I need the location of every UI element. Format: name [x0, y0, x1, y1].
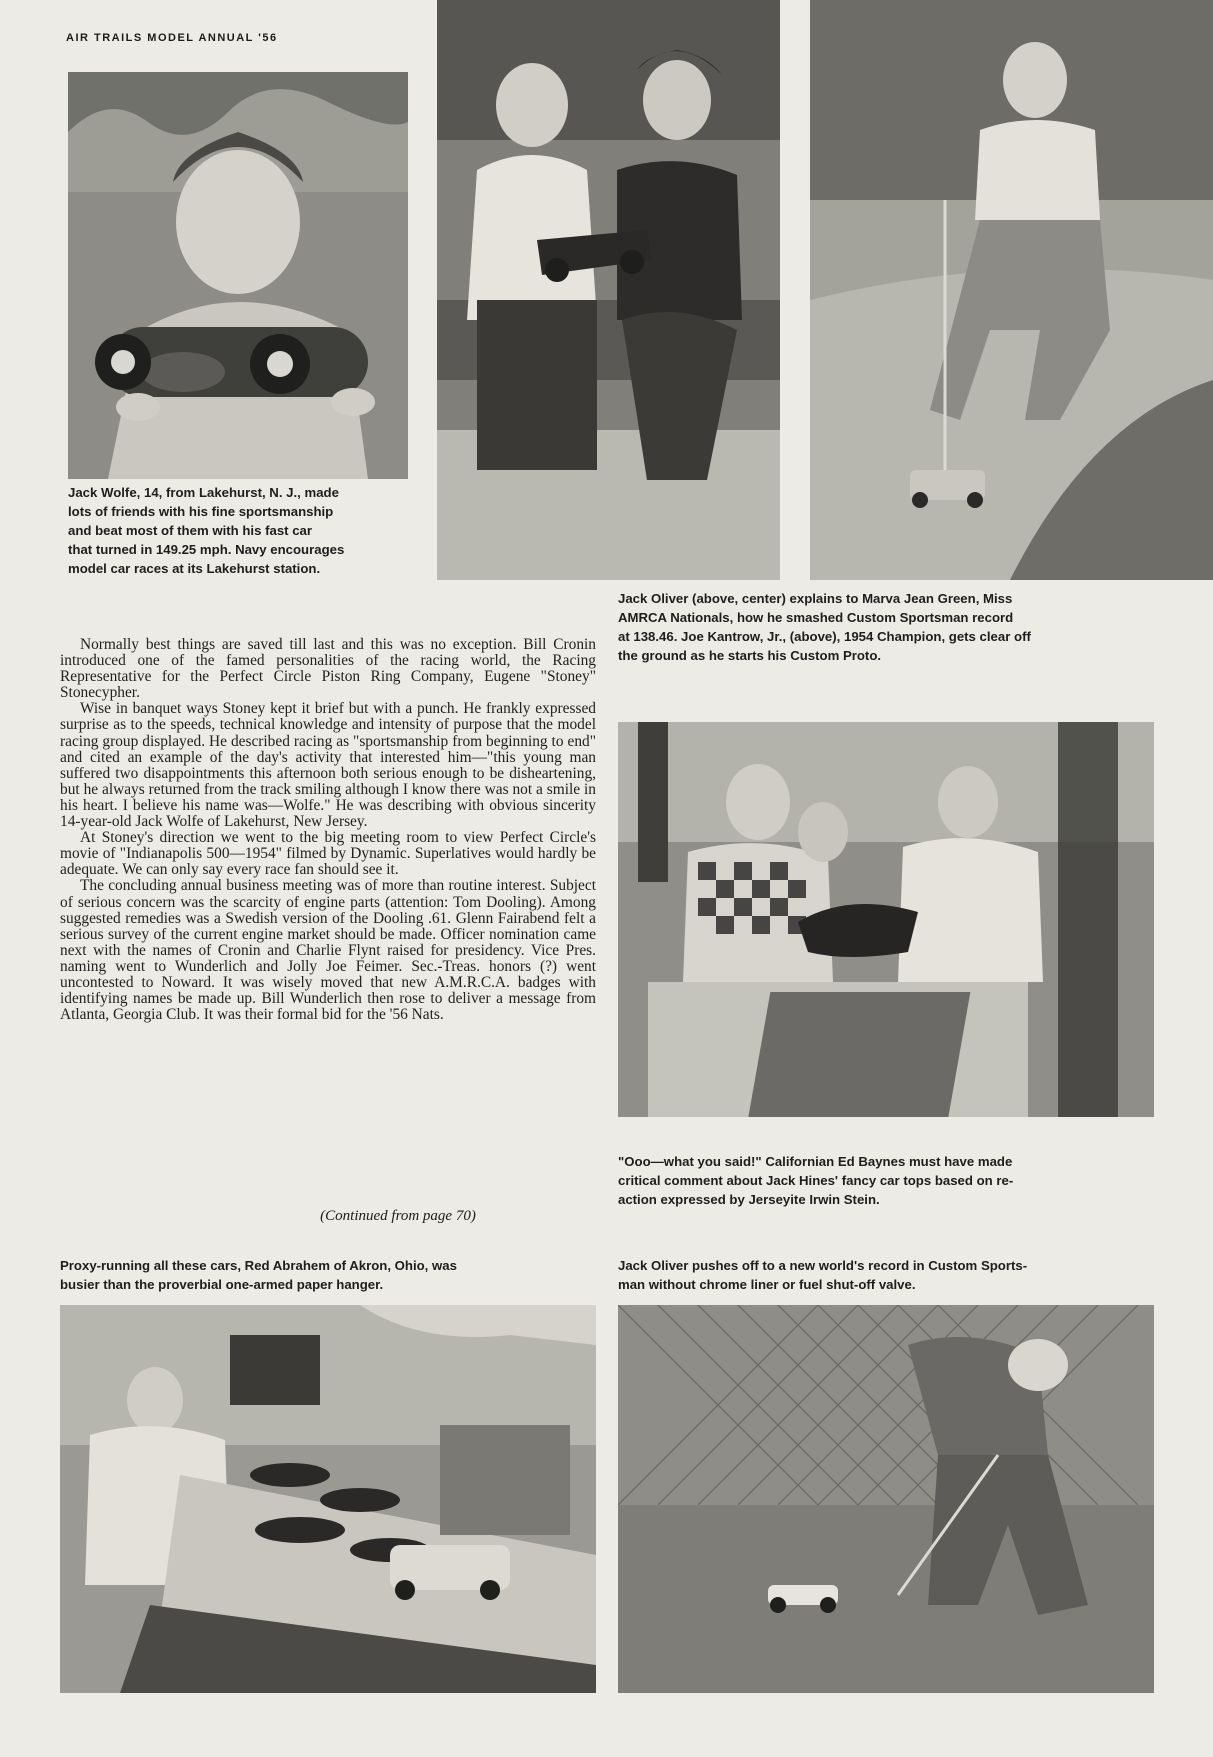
caption-line: critical comment about Jack Hines' fancy car tops based on re-	[618, 1173, 1014, 1188]
photo-push-off	[618, 1305, 1154, 1693]
caption-line: action expressed by Jerseyite Irwin Stein.	[618, 1192, 880, 1207]
article-paragraph: The concluding annual business meeting was of more than routine interest. Subject of serious concern was the scarcity of engine parts (attention: Tom Dooling). Among suggested remedies was a Swedish version of the Dooling .61. Glenn Fairabend felt a serious survey of the current engine market should be made. Officer nomination came next with the names of Cronin and Charlie Flynt raised for presidency. Vice Pres. naming went to Wunderlich and Jolly Joe Feimer. Sec.-Treas. honors (?) went uncontested to Noward. It was wisely moved that new A.M.R.C.A. badges with identifying names be made up. Bill Wunderlich then rose to deliver a message from Atlanta, Georgia Club. It was their formal bid for the '56 Nats.	[60, 877, 596, 1024]
photo-boy-with-car	[68, 72, 408, 479]
caption-line: model car races at its Lakehurst station.	[68, 561, 321, 576]
caption-line: "Ooo—what you said!" Californian Ed Baynes must have made	[618, 1154, 1013, 1169]
caption-line: that turned in 149.25 mph. Navy encourages	[68, 542, 345, 557]
photo-group-table	[618, 722, 1154, 1117]
photo-man-running-illustration	[810, 0, 1213, 580]
caption-line: AMRCA Nationals, how he smashed Custom Sportsman record	[618, 610, 1014, 625]
caption-line: at 138.46. Joe Kantrow, Jr., (above), 1954 Champion, gets clear off	[618, 629, 1031, 644]
photo-man-running	[810, 0, 1213, 580]
caption-proxy	[60, 1256, 605, 1294]
caption-line: man without chrome liner or fuel shut-off valve.	[618, 1277, 916, 1292]
caption-line: the ground as he starts his Custom Proto.	[618, 648, 882, 663]
photo-couple-bench	[437, 0, 780, 580]
caption-line: Proxy-running all these cars, Red Abrahem of Akron, Ohio, was	[60, 1258, 457, 1273]
photo-couple-bench-illustration	[437, 0, 780, 580]
photo-proxy-table	[60, 1305, 596, 1693]
caption-line: Jack Wolfe, 14, from Lakehurst, N. J., made	[68, 485, 339, 500]
caption-line: lots of friends with his fine sportsmanship	[68, 504, 334, 519]
running-header: AIR TRAILS MODEL ANNUAL '56	[66, 32, 278, 44]
caption-line: busier than the proverbial one-armed paper hanger.	[60, 1277, 384, 1292]
caption-jack-wolfe	[68, 483, 413, 578]
article-paragraph: At Stoney's direction we went to the big meeting room to view Perfect Circle's movie of "Indianapolis 500—1954" filmed by Dynamic. Superlatives would hardly be adequate. We can only say every race fan should see it.	[60, 829, 596, 879]
photo-push-off-illustration	[618, 1305, 1154, 1693]
photo-group-table-illustration	[618, 722, 1154, 1117]
article-paragraph: Normally best things are saved till last and this was no exception. Bill Cronin introduced one of the famed personalities of the racing world, the Racing Representative for the Perfect Circle Piston Ring Company, Eugene "Stoney" Stonecypher.	[60, 636, 596, 702]
caption-line: Jack Oliver (above, center) explains to Marva Jean Green, Miss	[618, 591, 1013, 606]
caption-push-off	[618, 1256, 1163, 1294]
article-body	[60, 637, 596, 1023]
continued-note: (Continued from page 70)	[320, 1208, 476, 1224]
photo-proxy-table-illustration	[60, 1305, 596, 1693]
caption-ooo	[618, 1152, 1163, 1209]
article-paragraph: Wise in banquet ways Stoney kept it brief but with a punch. He frankly expressed surprise as to the speeds, technical knowledge and intensity of purpose that the model racing group displayed. He described racing as "sportsmanship from beginning to end" and cited an example of the day's activity that interested him—"this young man suffered two disappointments this afternoon both serious enough to be disheartening, but he always returned from the track smiling although I know there was not a smile in his heart. I believe his name was—Wolfe." He was describing with obvious sincerity 14-year-old Jack Wolfe of Lakehurst, New Jersey.	[60, 700, 596, 831]
caption-line: Jack Oliver pushes off to a new world's record in Custom Sports-	[618, 1258, 1028, 1273]
photo-boy-with-car-illustration	[68, 72, 408, 479]
caption-line: and beat most of them with his fast car	[68, 523, 313, 538]
caption-jack-oliver-top	[618, 589, 1163, 665]
